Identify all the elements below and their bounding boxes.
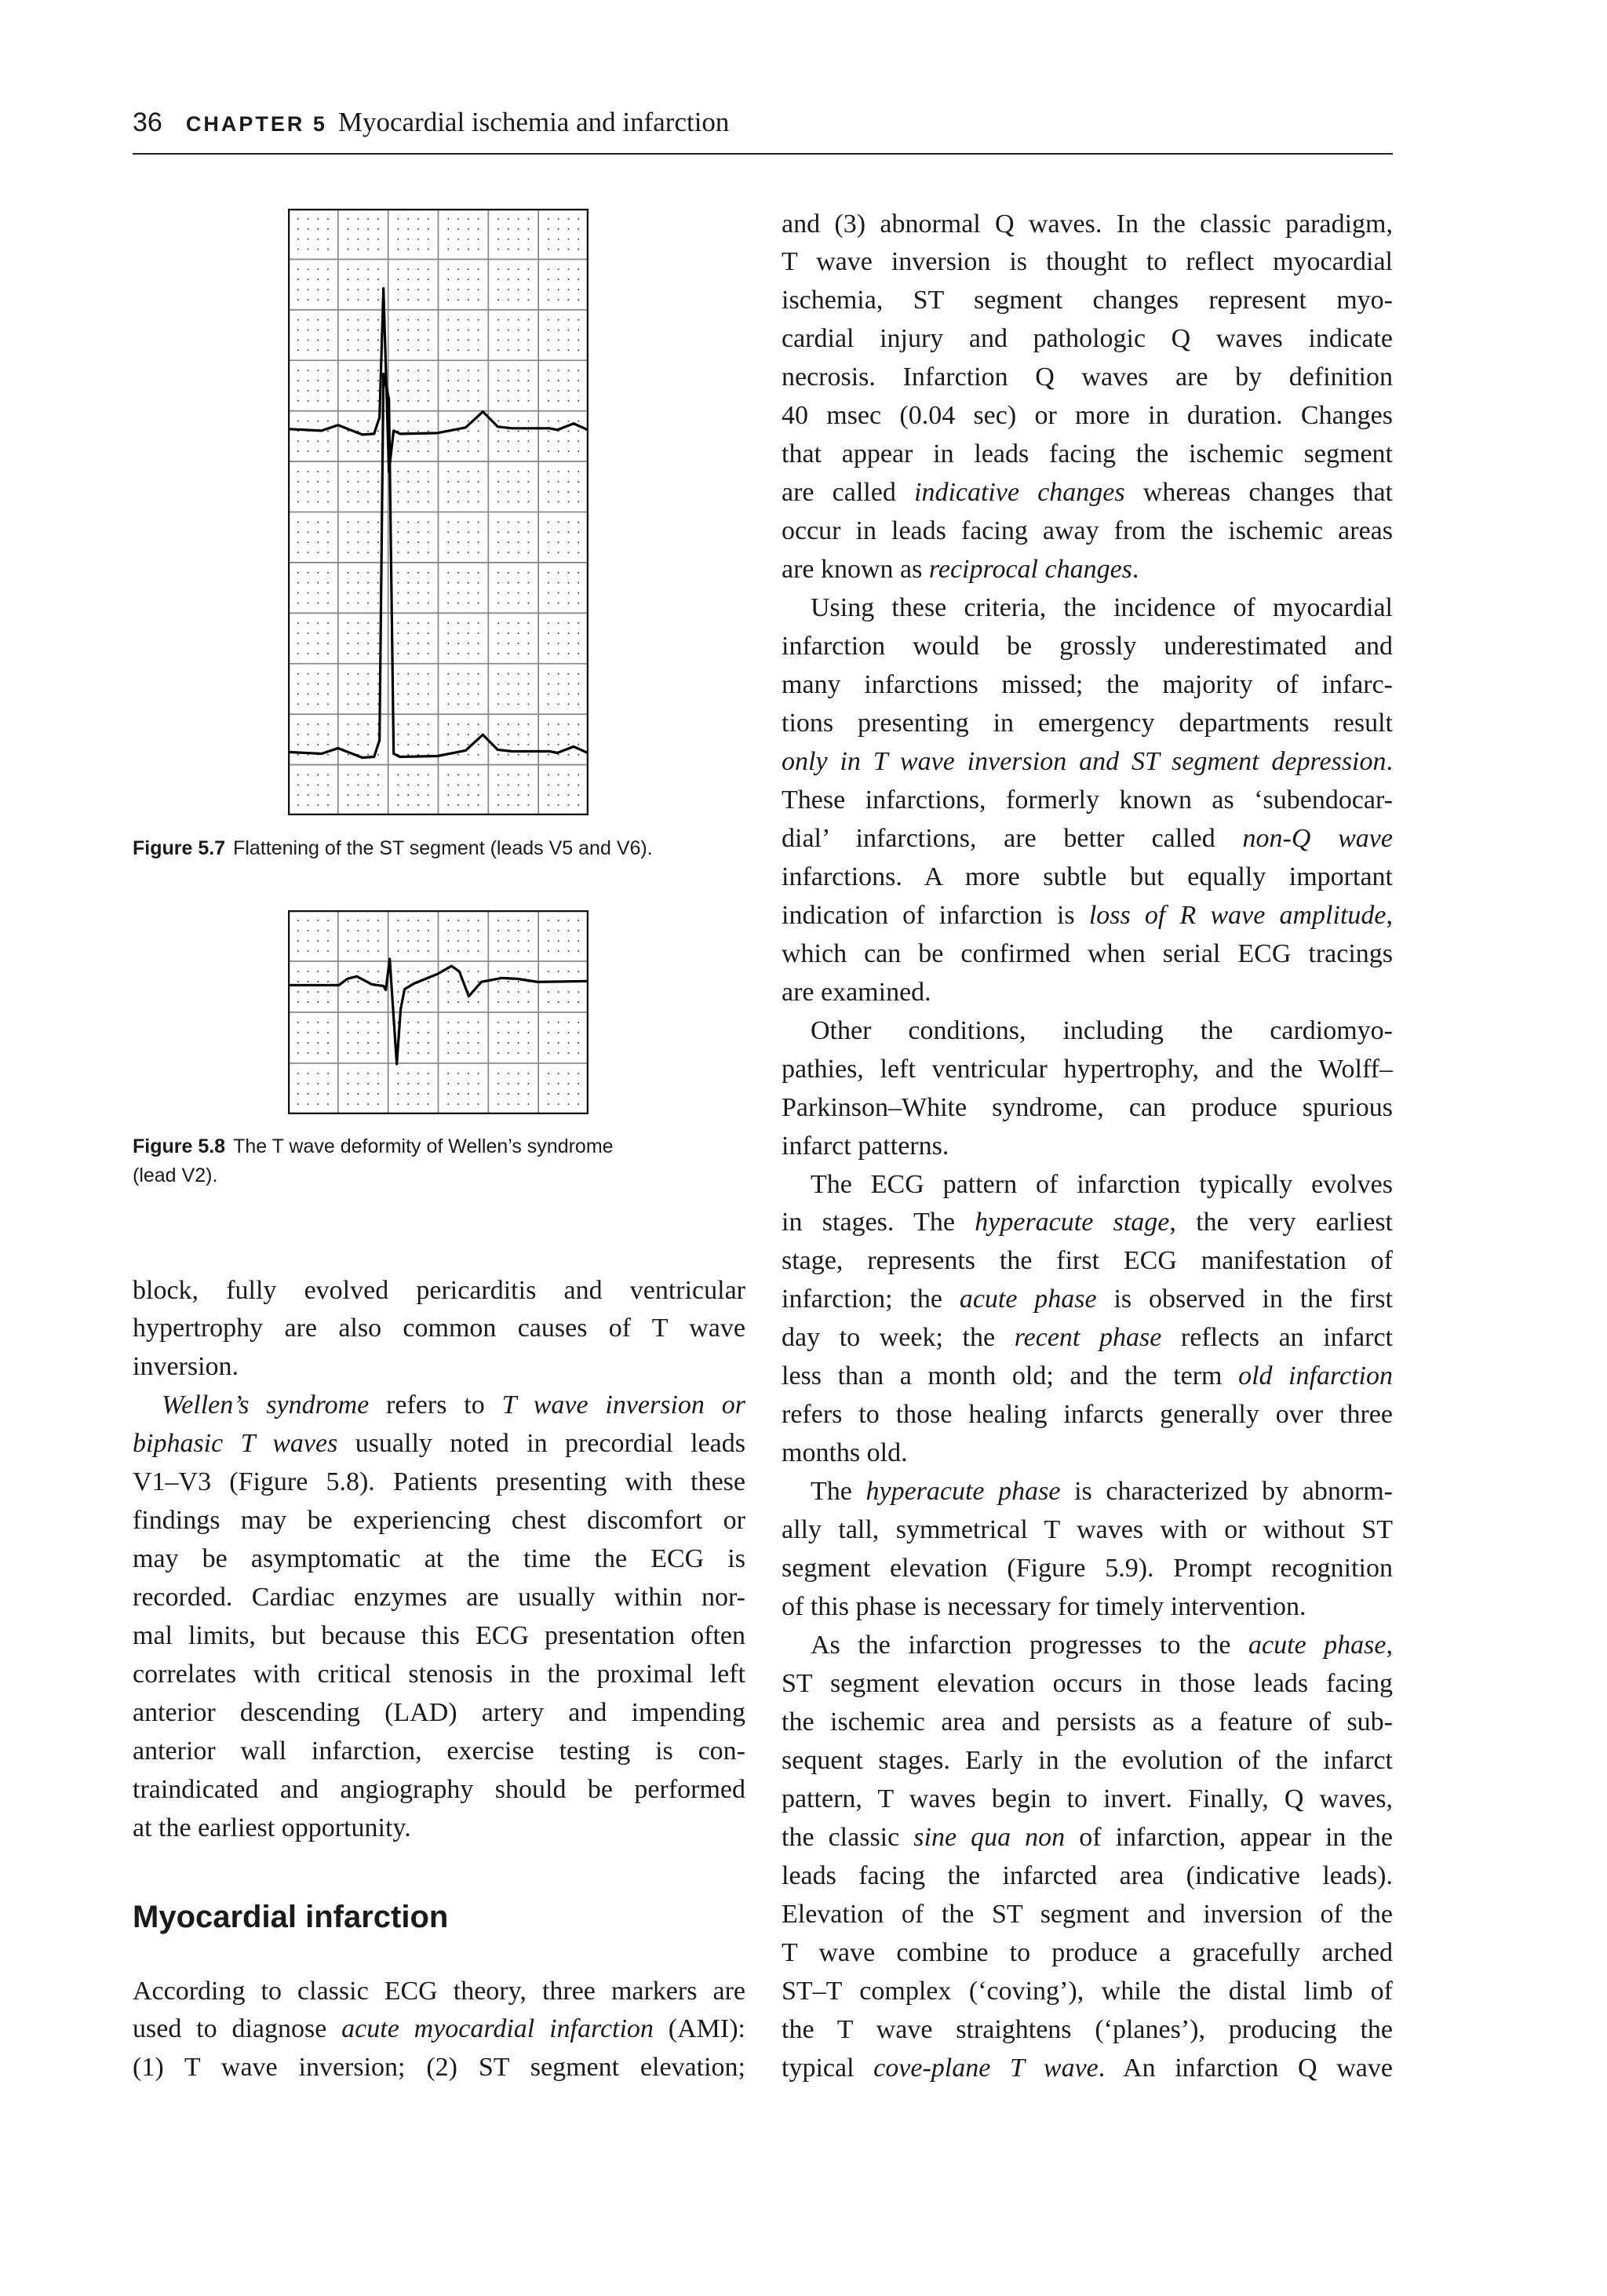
italic-run: acute myocardial infarction — [341, 2014, 654, 2044]
text-run: occur in leads facing away from the ischemic areas — [782, 516, 1393, 546]
text-line — [133, 1347, 745, 1386]
text-run: reflects an infarct — [1161, 1323, 1393, 1353]
text-line — [133, 1655, 745, 1693]
text-line — [782, 819, 1393, 858]
text-line — [782, 935, 1393, 973]
text-run: infarct patterns. — [782, 1131, 949, 1161]
italic-run: reciprocal changes — [928, 555, 1132, 585]
text-run: traindicated and angiography should be performed — [133, 1774, 745, 1804]
text-line — [133, 1616, 745, 1655]
text-line — [782, 1703, 1393, 1741]
text-run: ST segment elevation occurs in those leads facing — [782, 1668, 1393, 1698]
text-run: These infarctions, formerly known as ‘subendocar- — [782, 785, 1393, 815]
figure-5-8-ecg — [288, 910, 589, 1114]
text-run: the classic — [782, 1822, 914, 1852]
italic-run: cove-plane T wave — [873, 2053, 1099, 2083]
text-line — [133, 1463, 745, 1501]
text-line — [782, 550, 1393, 589]
text-run: cardial injury and pathologic Q waves indicate — [782, 324, 1393, 354]
text-run: , the very earliest — [1169, 1208, 1393, 1237]
text-run: of infarction, appear in the — [1065, 1822, 1393, 1852]
text-run: correlates with critical stenosis in the proximal left — [133, 1660, 745, 1689]
text-run: of this phase is necessary for timely intervention. — [782, 1592, 1306, 1622]
text-run: and (3) abnormal Q waves. In the classic paradigm, — [782, 209, 1393, 239]
text-line — [782, 2010, 1393, 2049]
figure-5-8-caption-cont — [133, 1161, 217, 1190]
text-run: necrosis. Infarction Q waves are by definition — [782, 363, 1393, 392]
text-line — [782, 396, 1393, 435]
text-run: that appear in leads facing the ischemic segment — [782, 439, 1393, 469]
text-line — [782, 281, 1393, 319]
text-run: recorded. Cardiac enzymes are usually within nor- — [133, 1583, 745, 1613]
italic-run: biphasic T waves — [133, 1429, 338, 1459]
text-line — [782, 1587, 1393, 1626]
text-run: ischemia, ST segment changes represent myo- — [782, 286, 1393, 315]
text-run: T wave inversion is thought to reflect myocardial — [782, 247, 1393, 277]
text-line — [782, 1857, 1393, 1895]
text-run: segment elevation (Figure 5.9). Prompt recognition — [782, 1554, 1393, 1584]
text-run: day to week; the — [782, 1323, 1015, 1353]
text-line — [811, 1011, 1393, 1050]
italic-run: loss of R wave amplitude — [1088, 900, 1387, 930]
text-run: dial’ infarctions, are better called — [782, 823, 1243, 853]
text-line — [782, 973, 1393, 1011]
text-line — [782, 242, 1393, 281]
text-run: stage, represents the first ECG manifestation of — [782, 1246, 1393, 1276]
figure-5-7-caption — [133, 834, 653, 863]
text-run: infarction; the — [782, 1285, 960, 1314]
caption-text: The T wave deformity of Wellen’s syndrome — [233, 1135, 614, 1157]
text-run: typical — [782, 2053, 874, 2083]
italic-run: recent phase — [1014, 1323, 1162, 1353]
text-run: . — [1131, 555, 1139, 585]
text-run: mal limits, but because this ECG presentation often — [133, 1621, 745, 1651]
text-line — [782, 1741, 1393, 1780]
caption-text: (lead V2). — [133, 1164, 218, 1186]
text-line — [782, 1127, 1393, 1165]
text-line — [133, 1424, 745, 1463]
text-run: at the earliest opportunity. — [133, 1813, 411, 1842]
text-line — [782, 435, 1393, 473]
text-run: ally tall, symmetrical T waves with or without ST — [782, 1515, 1393, 1545]
text-run: Using these criteria, the incidence of myocardial — [811, 593, 1393, 623]
text-line — [782, 205, 1393, 243]
italic-run: acute phase — [959, 1285, 1097, 1314]
text-run: Elevation of the ST segment and inversion of the — [782, 1899, 1393, 1929]
text-line — [782, 1972, 1393, 2010]
text-run: indication of infarction is — [782, 900, 1089, 930]
text-line — [782, 1357, 1393, 1395]
text-line — [782, 1280, 1393, 1318]
italic-run: acute phase — [1248, 1631, 1387, 1660]
italic-run: hyperacute stage — [975, 1208, 1170, 1237]
text-run: According to classic ECG theory, three markers are — [133, 1976, 745, 2006]
text-line — [133, 1809, 745, 1847]
text-run: whereas changes that — [1124, 478, 1393, 508]
text-line — [133, 1693, 745, 1732]
text-run: leads facing the infarcted area (indicative leads). — [782, 1860, 1393, 1890]
figure-5-8-caption — [133, 1132, 614, 1161]
text-run: is observed in the first — [1096, 1285, 1393, 1314]
text-run: (1) T wave inversion; (2) ST segment elevation; — [133, 2053, 745, 2083]
text-line — [133, 2010, 745, 2048]
chapter-title: Myocardial ischemia and infarction — [337, 107, 730, 137]
text-run: anterior wall infarction, exercise testing is con- — [133, 1737, 745, 1766]
text-run: refers to those healing infarcts generally over three — [782, 1400, 1393, 1430]
text-run: Parkinson–White syndrome, can produce spurious — [782, 1092, 1393, 1122]
text-line — [782, 1203, 1393, 1241]
text-run: tions presenting in emergency departments result — [782, 708, 1393, 738]
figure-label: Figure 5.7 — [133, 837, 226, 859]
caption-text: Flattening of the ST segment (leads V5 and V6). — [233, 837, 653, 859]
italic-run: non-Q wave — [1242, 823, 1393, 853]
text-line — [133, 1578, 745, 1616]
text-line — [782, 704, 1393, 742]
text-run: sequent stages. Early in the evolution of the infarct — [782, 1745, 1393, 1775]
text-line — [782, 1549, 1393, 1587]
figure-label: Figure 5.8 — [133, 1135, 226, 1157]
running-header — [133, 107, 729, 148]
text-run: usually noted in precordial leads — [337, 1429, 745, 1459]
text-run: The — [811, 1477, 866, 1507]
text-run: less than a month old; and the term — [782, 1361, 1239, 1391]
text-run: . An infarction Q wave — [1098, 2053, 1393, 2083]
text-line — [782, 1511, 1393, 1549]
text-line — [782, 358, 1393, 396]
text-run: V1–V3 (Figure 5.8). Patients presenting with these — [133, 1467, 745, 1497]
text-line — [782, 473, 1393, 512]
text-line — [133, 1309, 745, 1347]
text-line — [782, 1241, 1393, 1280]
text-line — [782, 1050, 1393, 1088]
text-run: infarctions. A more subtle but equally important — [782, 862, 1393, 891]
italic-run: T wave inversion or — [501, 1390, 745, 1420]
text-line — [782, 319, 1393, 358]
text-run: refers to — [369, 1390, 502, 1420]
text-run: pattern, T waves begin to invert. Finally, Q waves, — [782, 1784, 1393, 1813]
text-line — [782, 742, 1393, 781]
text-run: hypertrophy are also common causes of T wave — [133, 1314, 745, 1343]
text-line — [133, 1770, 745, 1809]
text-run: infarction would be grossly underestimated and — [782, 632, 1393, 661]
text-line — [133, 1501, 745, 1540]
text-run: , — [1386, 1631, 1394, 1660]
text-run: (AMI): — [653, 2014, 745, 2044]
chapter-label: CHAPTER 5 — [185, 112, 327, 136]
text-line — [133, 1540, 745, 1578]
text-line — [133, 2048, 745, 2086]
text-run: The ECG pattern of infarction typically evolves — [811, 1169, 1393, 1199]
text-run: are known as — [782, 555, 929, 585]
italic-run: Wellen’s syndrome — [162, 1390, 370, 1420]
text-run: the ischemic area and persists as a feature of sub- — [782, 1707, 1393, 1737]
text-line — [782, 1818, 1393, 1857]
text-line — [782, 1780, 1393, 1818]
text-run: the T wave straightens (‘planes’), producing the — [782, 2014, 1393, 2044]
text-run: in stages. The — [782, 1208, 975, 1237]
italic-run: sine qua non — [913, 1822, 1066, 1852]
italic-run: hyperacute phase — [865, 1477, 1061, 1507]
text-line — [782, 665, 1393, 704]
italic-run: old infarction — [1238, 1361, 1393, 1391]
italic-run: only in T wave inversion and ST segment depression — [782, 746, 1387, 776]
text-run: are called — [782, 478, 914, 508]
text-line — [782, 781, 1393, 819]
text-run: . — [1386, 746, 1393, 776]
text-line — [782, 1395, 1393, 1434]
text-run: T wave combine to produce a gracefully arched — [782, 1937, 1393, 1967]
text-line — [811, 1472, 1393, 1511]
figure-5-7-ecg — [288, 209, 589, 815]
text-line — [133, 1271, 745, 1310]
text-line — [811, 1165, 1393, 1204]
text-run: which can be confirmed when serial ECG tracings — [782, 938, 1393, 968]
text-run: Other conditions, including the cardiomyo- — [811, 1015, 1393, 1045]
text-line — [811, 1626, 1393, 1664]
header-rule — [133, 153, 1393, 155]
text-line — [782, 1088, 1393, 1127]
text-line — [782, 1318, 1393, 1357]
text-run: block, fully evolved pericarditis and ventricular — [133, 1275, 745, 1305]
text-line — [782, 1434, 1393, 1472]
text-run: , — [1386, 900, 1393, 930]
text-line — [782, 896, 1393, 935]
text-run: used to diagnose — [133, 2014, 342, 2044]
text-line — [782, 512, 1393, 550]
text-run: is characterized by abnorm- — [1060, 1477, 1393, 1507]
text-run: pathies, left ventricular hypertrophy, and the Wolff– — [782, 1054, 1393, 1084]
text-line — [782, 1664, 1393, 1703]
text-line — [782, 1933, 1393, 1972]
text-run: inversion. — [133, 1352, 239, 1382]
page-number: 36 — [133, 108, 162, 137]
text-line — [811, 589, 1393, 627]
text-line — [782, 1895, 1393, 1933]
text-run: 40 msec (0.04 sec) or more in duration. Changes — [782, 401, 1393, 431]
text-run: findings may be experiencing chest discomfort or — [133, 1506, 745, 1536]
text-run: anterior descending (LAD) artery and impending — [133, 1698, 745, 1728]
italic-run: indicative changes — [914, 478, 1125, 508]
text-run: As the infarction progresses to the — [811, 1631, 1249, 1660]
text-line — [133, 1732, 745, 1770]
text-line — [162, 1386, 745, 1424]
text-run: are examined. — [782, 977, 931, 1007]
section-heading: Myocardial infarction — [133, 1900, 449, 1934]
text-run: may be asymptomatic at the time the ECG is — [133, 1544, 745, 1574]
text-line — [782, 627, 1393, 665]
text-run: ST–T complex (‘coving’), while the distal limb of — [782, 1976, 1393, 2006]
text-run: months old. — [782, 1438, 908, 1468]
text-line — [133, 1972, 745, 2010]
text-line — [782, 2049, 1393, 2087]
text-run: many infarctions missed; the majority of infarc- — [782, 670, 1393, 700]
text-line — [782, 858, 1393, 896]
